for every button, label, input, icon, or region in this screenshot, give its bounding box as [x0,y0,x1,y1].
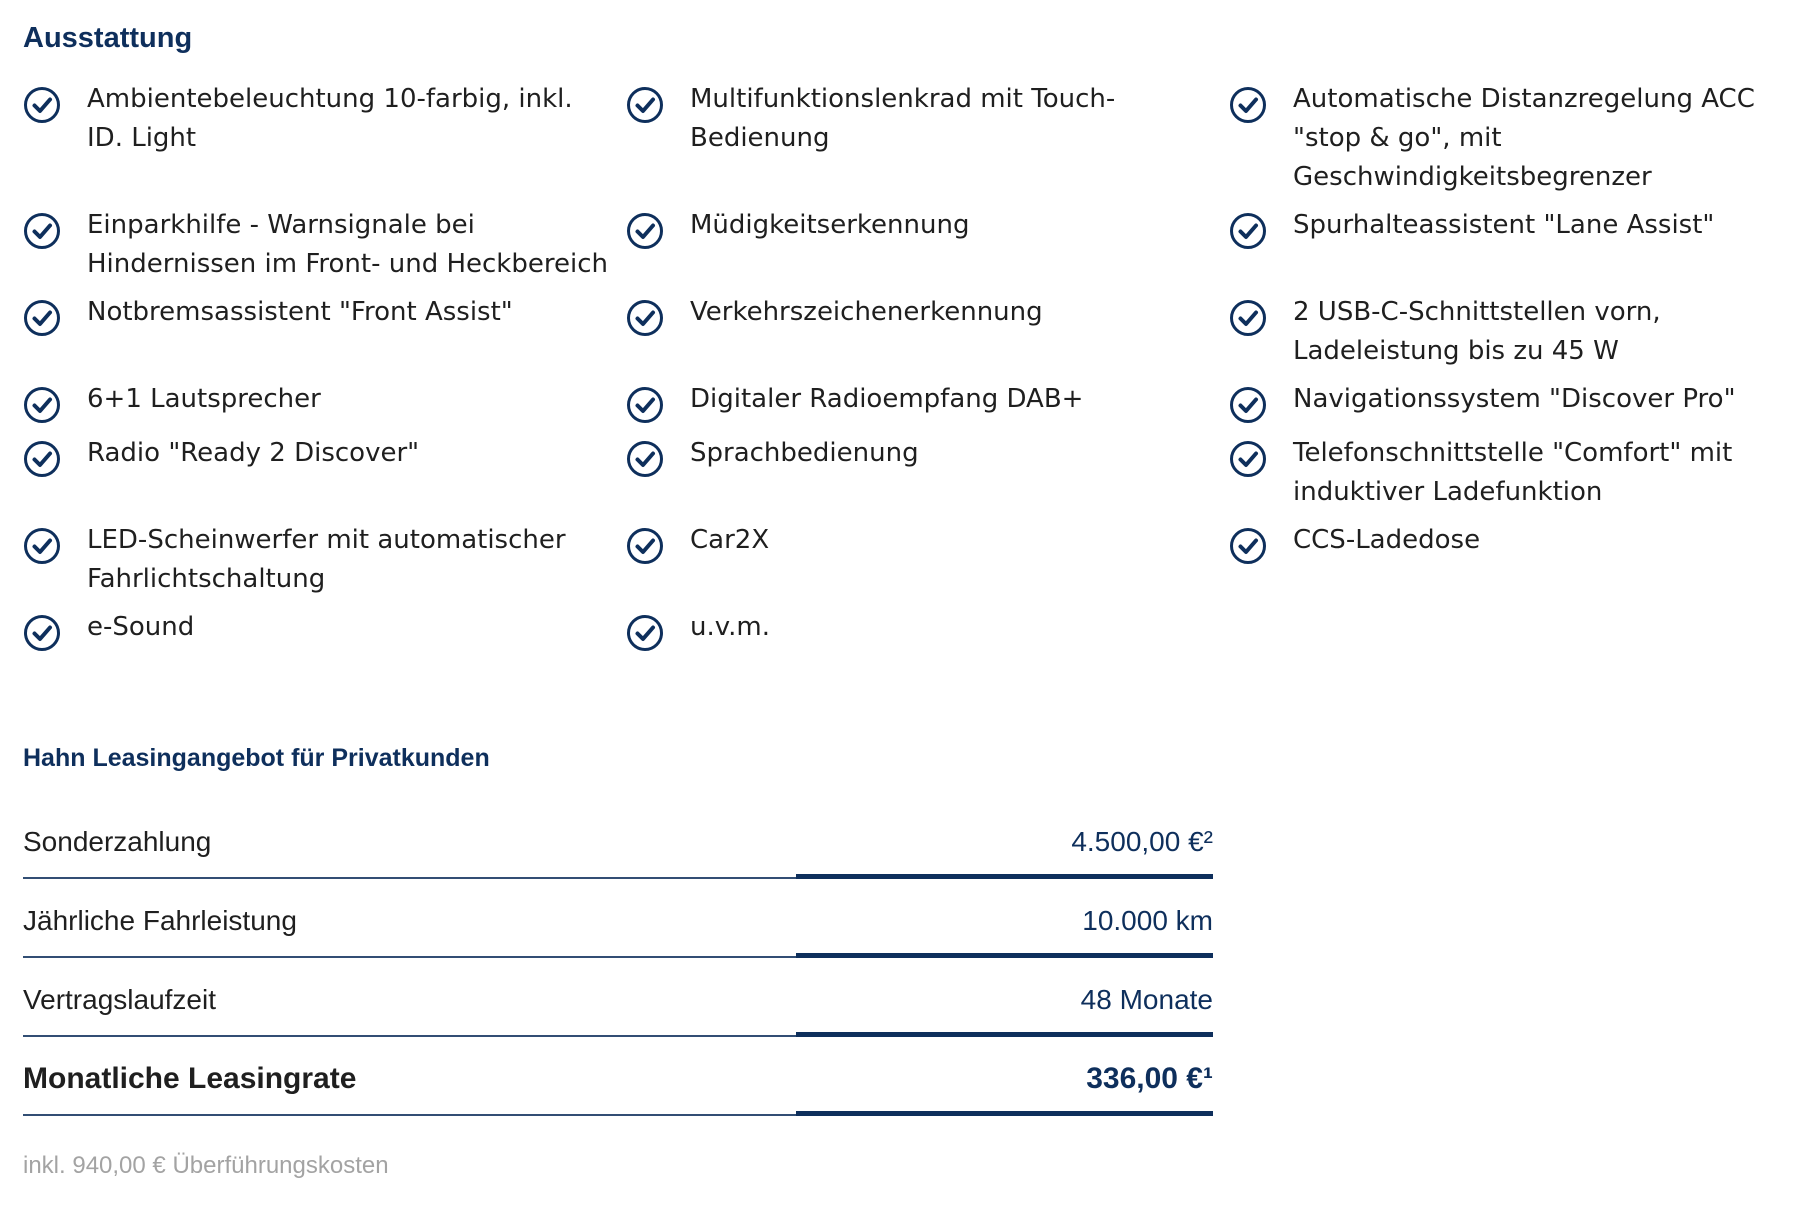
list-item [23,299,626,386]
check-circle-icon [23,386,61,424]
list-item [626,386,1229,440]
feature-label: Sprachbedienung [690,438,919,468]
row-label: Sonderzahlung [23,825,212,857]
table-row [23,958,1213,1037]
feature-label: u.v.m. [690,612,770,642]
list-item [626,212,1229,299]
check-circle-icon [626,440,664,478]
row-label: Monatliche Leasingrate [23,1061,357,1095]
monthly-rate-value: 336,00 €¹ [1086,1061,1213,1095]
check-circle-icon [1229,440,1267,478]
check-circle-icon [23,440,61,478]
check-circle-icon [1229,299,1267,337]
list-item [626,440,1229,527]
check-circle-icon [626,212,664,250]
table-row [23,879,1213,958]
feature-label: Telefonschnittstelle "Comfort" mit induktiver Ladefunktion [1293,438,1733,507]
check-circle-icon [23,299,61,337]
feature-label: Müdigkeitserkennung [690,210,970,240]
row-value: 48 Monate [1080,983,1213,1015]
feature-label: Car2X [690,525,770,555]
list-item [626,614,1229,668]
list-item [1229,86,1810,212]
check-circle-icon [1229,386,1267,424]
leasing-table [23,800,1213,1116]
feature-label: Notbremsassistent "Front Assist" [87,297,513,327]
list-item [23,527,626,614]
feature-label: Einparkhilfe - Warnsignale bei Hindernissen im Front- und Heckbereich [87,210,608,279]
list-item [626,527,1229,614]
row-label: Jährliche Fahrleistung [23,904,297,936]
row-value: 4.500,00 €² [1071,825,1213,857]
row-label: Vertragslaufzeit [23,983,216,1015]
leasing-title: Hahn Leasingangebot für Privatkunden [23,744,490,772]
feature-label: CCS-Ladedose [1293,525,1481,555]
check-circle-icon [23,212,61,250]
feature-label: 2 USB-C-Schnittstellen vorn, Ladeleistung bis zu 45 W [1293,297,1661,366]
check-circle-icon [626,527,664,565]
check-circle-icon [1229,86,1267,124]
table-row-total [23,1037,1213,1116]
check-circle-icon [1229,527,1267,565]
table-row [23,800,1213,879]
feature-label: Automatische Distanzregelung ACC "stop & go", mit Geschwindigkeitsbegrenzer [1293,84,1755,192]
check-circle-icon [23,614,61,652]
list-item [23,212,626,299]
feature-label: Navigationssystem "Discover Pro" [1293,384,1736,414]
list-item [1229,212,1810,299]
list-item [23,386,626,440]
feature-label: Digitaler Radioempfang DAB+ [690,384,1084,414]
list-item [23,614,626,668]
list-item [23,86,626,212]
feature-label: Verkehrszeichenerkennung [690,297,1043,327]
feature-label: Spurhalteassistent "Lane Assist" [1293,210,1715,240]
row-value: 10.000 km [1082,904,1213,936]
equipment-title: Ausstattung [23,22,193,54]
list-item [626,299,1229,386]
check-circle-icon [626,386,664,424]
check-circle-icon [626,299,664,337]
list-item [626,86,1229,212]
list-item [1229,527,1810,614]
check-circle-icon [626,86,664,124]
list-item [1229,440,1810,527]
feature-label: Ambientebeleuchtung 10-farbig, inkl. ID. Light [87,84,573,153]
list-item [1229,299,1810,386]
check-circle-icon [23,86,61,124]
check-circle-icon [1229,212,1267,250]
feature-label: Radio "Ready 2 Discover" [87,438,420,468]
list-item [23,440,626,527]
feature-list [23,86,1810,668]
feature-label: 6+1 Lautsprecher [87,384,321,414]
footnote: inkl. 940,00 € Überführungskosten [23,1152,389,1179]
check-circle-icon [626,614,664,652]
feature-label: e-Sound [87,612,195,642]
feature-label: Multifunktionslenkrad mit Touch-Bedienung [690,84,1116,153]
list-item [1229,386,1810,440]
check-circle-icon [23,527,61,565]
feature-label: LED-Scheinwerfer mit automatischer Fahrlichtschaltung [87,525,566,594]
